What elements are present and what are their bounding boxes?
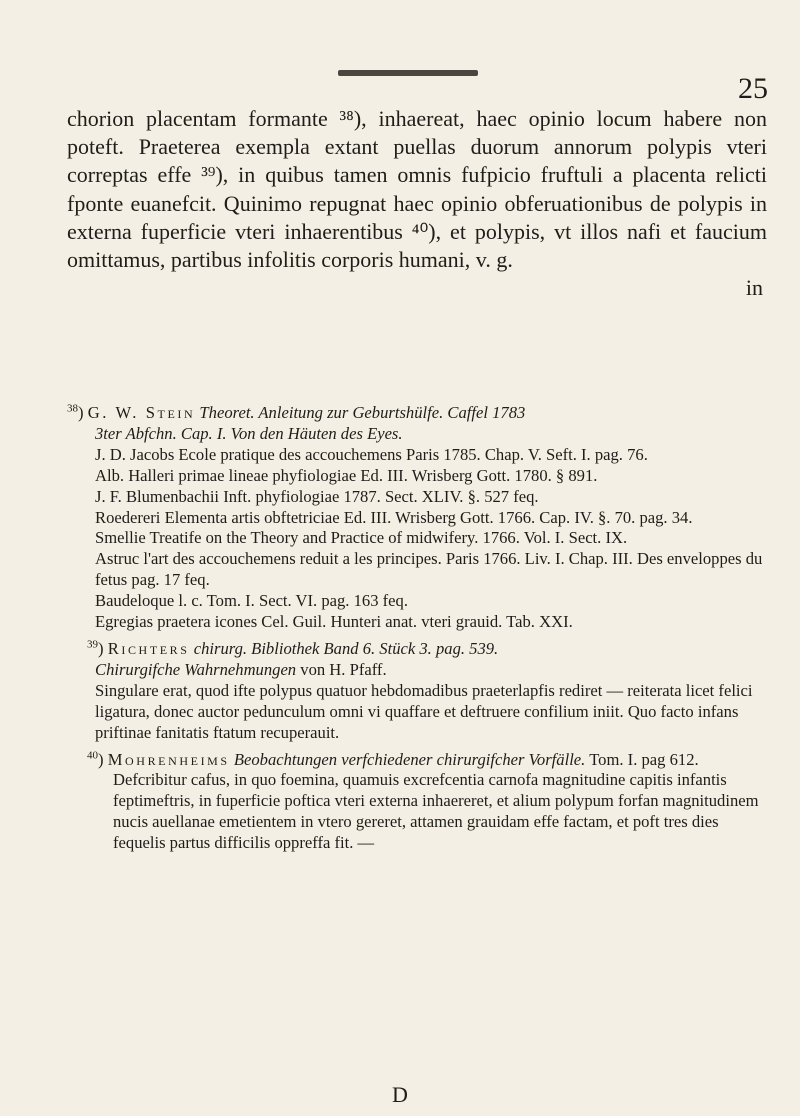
main-text (67, 105, 767, 302)
signature-mark: D (392, 1082, 408, 1107)
footnote-39-subtitle: Chirurgifche Wahrnehmungen (95, 659, 297, 679)
footnote-38-ref-baudeloque: Baudeloque l. c. Tom. I. Sect. VI. pag. 163 feq. (95, 591, 408, 611)
footnote-39-author: Richters (107, 638, 190, 658)
footnote-38-author: G. W. Stein (87, 403, 196, 422)
footnote-40-ref: Tom. I. pag 612. (589, 749, 699, 769)
footnote-39 (67, 639, 767, 744)
footnote-38-ref-hunter: Egregias praetera icones Cel. Guil. Hunteri anat. vteri grauid. Tab. XXI. (95, 612, 573, 632)
footnote-38 (67, 403, 767, 633)
catchword: in (745, 275, 763, 301)
footnotes (67, 403, 767, 856)
footnote-39-editor: von H. Pfaff. (300, 659, 387, 679)
footnote-38-ref-jacobs: J. D. Jacobs Ecole pratique des accouchemens Paris 1785. Chap. V. Seft. I. pag. 76. (95, 444, 648, 464)
footnote-40-title: Beobachtungen verfchiedener chirurgifcher Vorfälle. (233, 749, 586, 769)
footnote-38-ref-roederer: Roedereri Elementa artis obftetriciae Ed. III. Wrisberg Gott. 1766. Cap. IV. §. 70. pag. 34. (95, 507, 693, 527)
footnote-38-ref-astruc: Astruc l'art des accouchemens reduit a les principes. Paris 1766. Liv. I. Chap. III. Des enveloppes du fetus pag. 17 feq. (95, 549, 763, 590)
main-paragraph: chorion placentam formante ³⁸), inhaereat, haec opinio locum habere non poteft. Praeterea exempla extant puellas duorum annorum polypis vteri correptas effe ³⁹), in quibus tamen omnis fufpicio fruftuli a placenta relicti fponte euanefcit. Quinimo repugnat haec opinio obferuationibus de polypis in externa fuperficie vteri inhaerentibus ⁴⁰), et polypis, vt illos nafi et faucium omittamus, partibus infolitis corporis humani, v. g. (67, 106, 767, 273)
footnote-40-text: Defcribitur cafus, in quo foemina, quamuis excrefcentia carnofa magnitudine capitis infantis feptimeftris, in fuperficie poftica vteri externa inhaereret, et alium polypum forfan magnitudinem nucis auellanae emetientem in vtero gereret, attamen grauidam effe factam, et poft tres dies fequelis partus difficilis oppreffa fit. — (113, 770, 759, 853)
footnote-38-ref-smellie: Smellie Treatife on the Theory and Practice of midwifery. 1766. Vol. I. Sect. IX. (95, 528, 628, 548)
footnote-38-heading: $^{38}$) G. W. Stein Theoret. Anleitung zur Geburtshülfe. Caffel 1783 (67, 402, 526, 422)
footnote-39-number: 39 (87, 638, 98, 651)
footnote-38-ref-blumenbach: J. F. Blumenbachii Inft. phyfiologiae 1787. Sect. XLIV. §. 527 feq. (95, 486, 539, 506)
footnote-40-heading: $^{40}$) Mohrenheims Beobachtungen verfchiedener chirurgifcher Vorfälle. Tom. I. pag 612. (87, 748, 699, 769)
footnote-38-title: Theoret. Anleitung zur Geburtshülfe. Caffel 1783 (199, 403, 526, 422)
footnote-39-heading: $^{39}$) Richters chirurg. Bibliothek Band 6. Stück 3. pag. 539. (87, 638, 499, 658)
footnote-39-text: Singulare erat, quod ifte polypus quatuor hebdomadibus praeterlapfis rediret — reiterata licet felici ligatura, donec auctor pedunculum omni vi quaffare et deftruere confilium iniit. Quo facto infans priftinae fanitatis ftatum recuperauit. (95, 680, 753, 742)
page-number: 25 (738, 72, 768, 105)
footnote-38-number: 38 (67, 402, 78, 415)
footnote-40 (67, 750, 767, 855)
footnote-39-title: chirurg. Bibliothek Band 6. Stück 3. pag. 539. (193, 638, 499, 658)
header-ornament (338, 70, 478, 76)
footnote-38-title-cont: 3ter Abfchn. Cap. I. Von den Häuten des Eyes. (95, 423, 403, 443)
footnote-38-ref-haller: Alb. Halleri primae lineae phyfiologiae Ed. III. Wrisberg Gott. 1780. § 891. (95, 465, 598, 485)
footnote-40-number: 40 (87, 748, 98, 761)
footnote-40-author: Mohrenheims (107, 749, 230, 769)
